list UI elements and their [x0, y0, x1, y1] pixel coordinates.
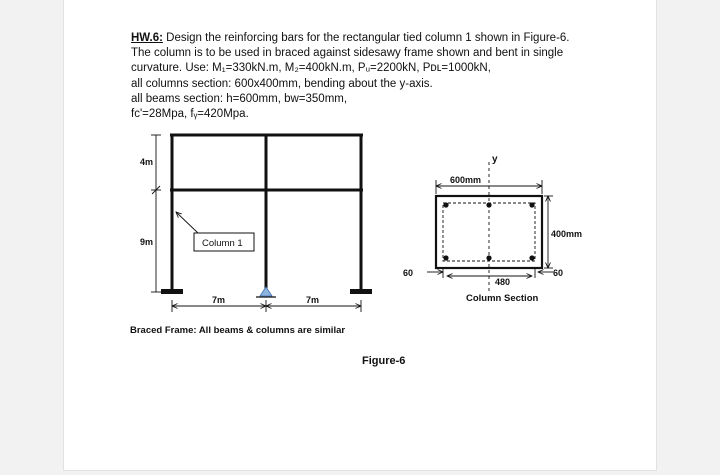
cover-right-label: 60 — [553, 268, 564, 278]
problem-line-4: all columns section: 600x400mm, bending about the y-axis. — [131, 77, 433, 90]
rebar-bottom-left — [443, 255, 448, 260]
column-leader-line — [176, 212, 198, 233]
span-label-right: 7m — [306, 295, 320, 305]
hw-heading: HW.6: — [131, 32, 163, 44]
problem-line-1-text: Design the reinforcing bars for the rectangular tied column 1 shown in Figure-6. — [162, 32, 570, 44]
span-dimensions — [172, 300, 361, 312]
span-label-left: 7m — [212, 295, 226, 305]
rebar-bottom-right — [529, 255, 534, 260]
section-caption: Column Section — [466, 293, 539, 304]
problem-line-2: The column is to be used in braced against sidesawy frame shown and bent in single — [131, 47, 564, 60]
problem-line-6: fᴄ'=28Mpa, fᵧ=420Mpa. — [131, 108, 249, 121]
problem-line-3: curvature. Use: M₁=330kN.m, M₂=400kN.m, Pᵤ=2200kN, Pᴅʟ=1000kN, — [131, 62, 491, 75]
height-label-top: 4m — [140, 157, 154, 167]
section-depth-label: 400mm — [551, 229, 583, 239]
frame-caption: Braced Frame: All beams & columns are similar — [130, 325, 346, 336]
column-label: Column 1 — [202, 238, 243, 249]
inner-width-label: 480 — [495, 277, 511, 287]
section-width-label: 600mm — [450, 175, 482, 185]
height-label-bottom: 9m — [140, 237, 154, 247]
pin-support — [256, 287, 276, 297]
fixed-support-right — [350, 289, 372, 294]
y-axis-label: y — [492, 154, 498, 165]
rebar-top-right — [529, 202, 534, 207]
figure-label: Figure-6 — [362, 355, 406, 367]
cover-left-label: 60 — [403, 268, 414, 278]
braced-frame — [170, 135, 363, 292]
rebar-top-left — [443, 202, 448, 207]
section-bottom-dimension — [427, 268, 553, 278]
problem-line-5: all beams section: h=600mm, bᴡ=350mm, — [131, 92, 348, 105]
fixed-support-left — [161, 289, 183, 294]
